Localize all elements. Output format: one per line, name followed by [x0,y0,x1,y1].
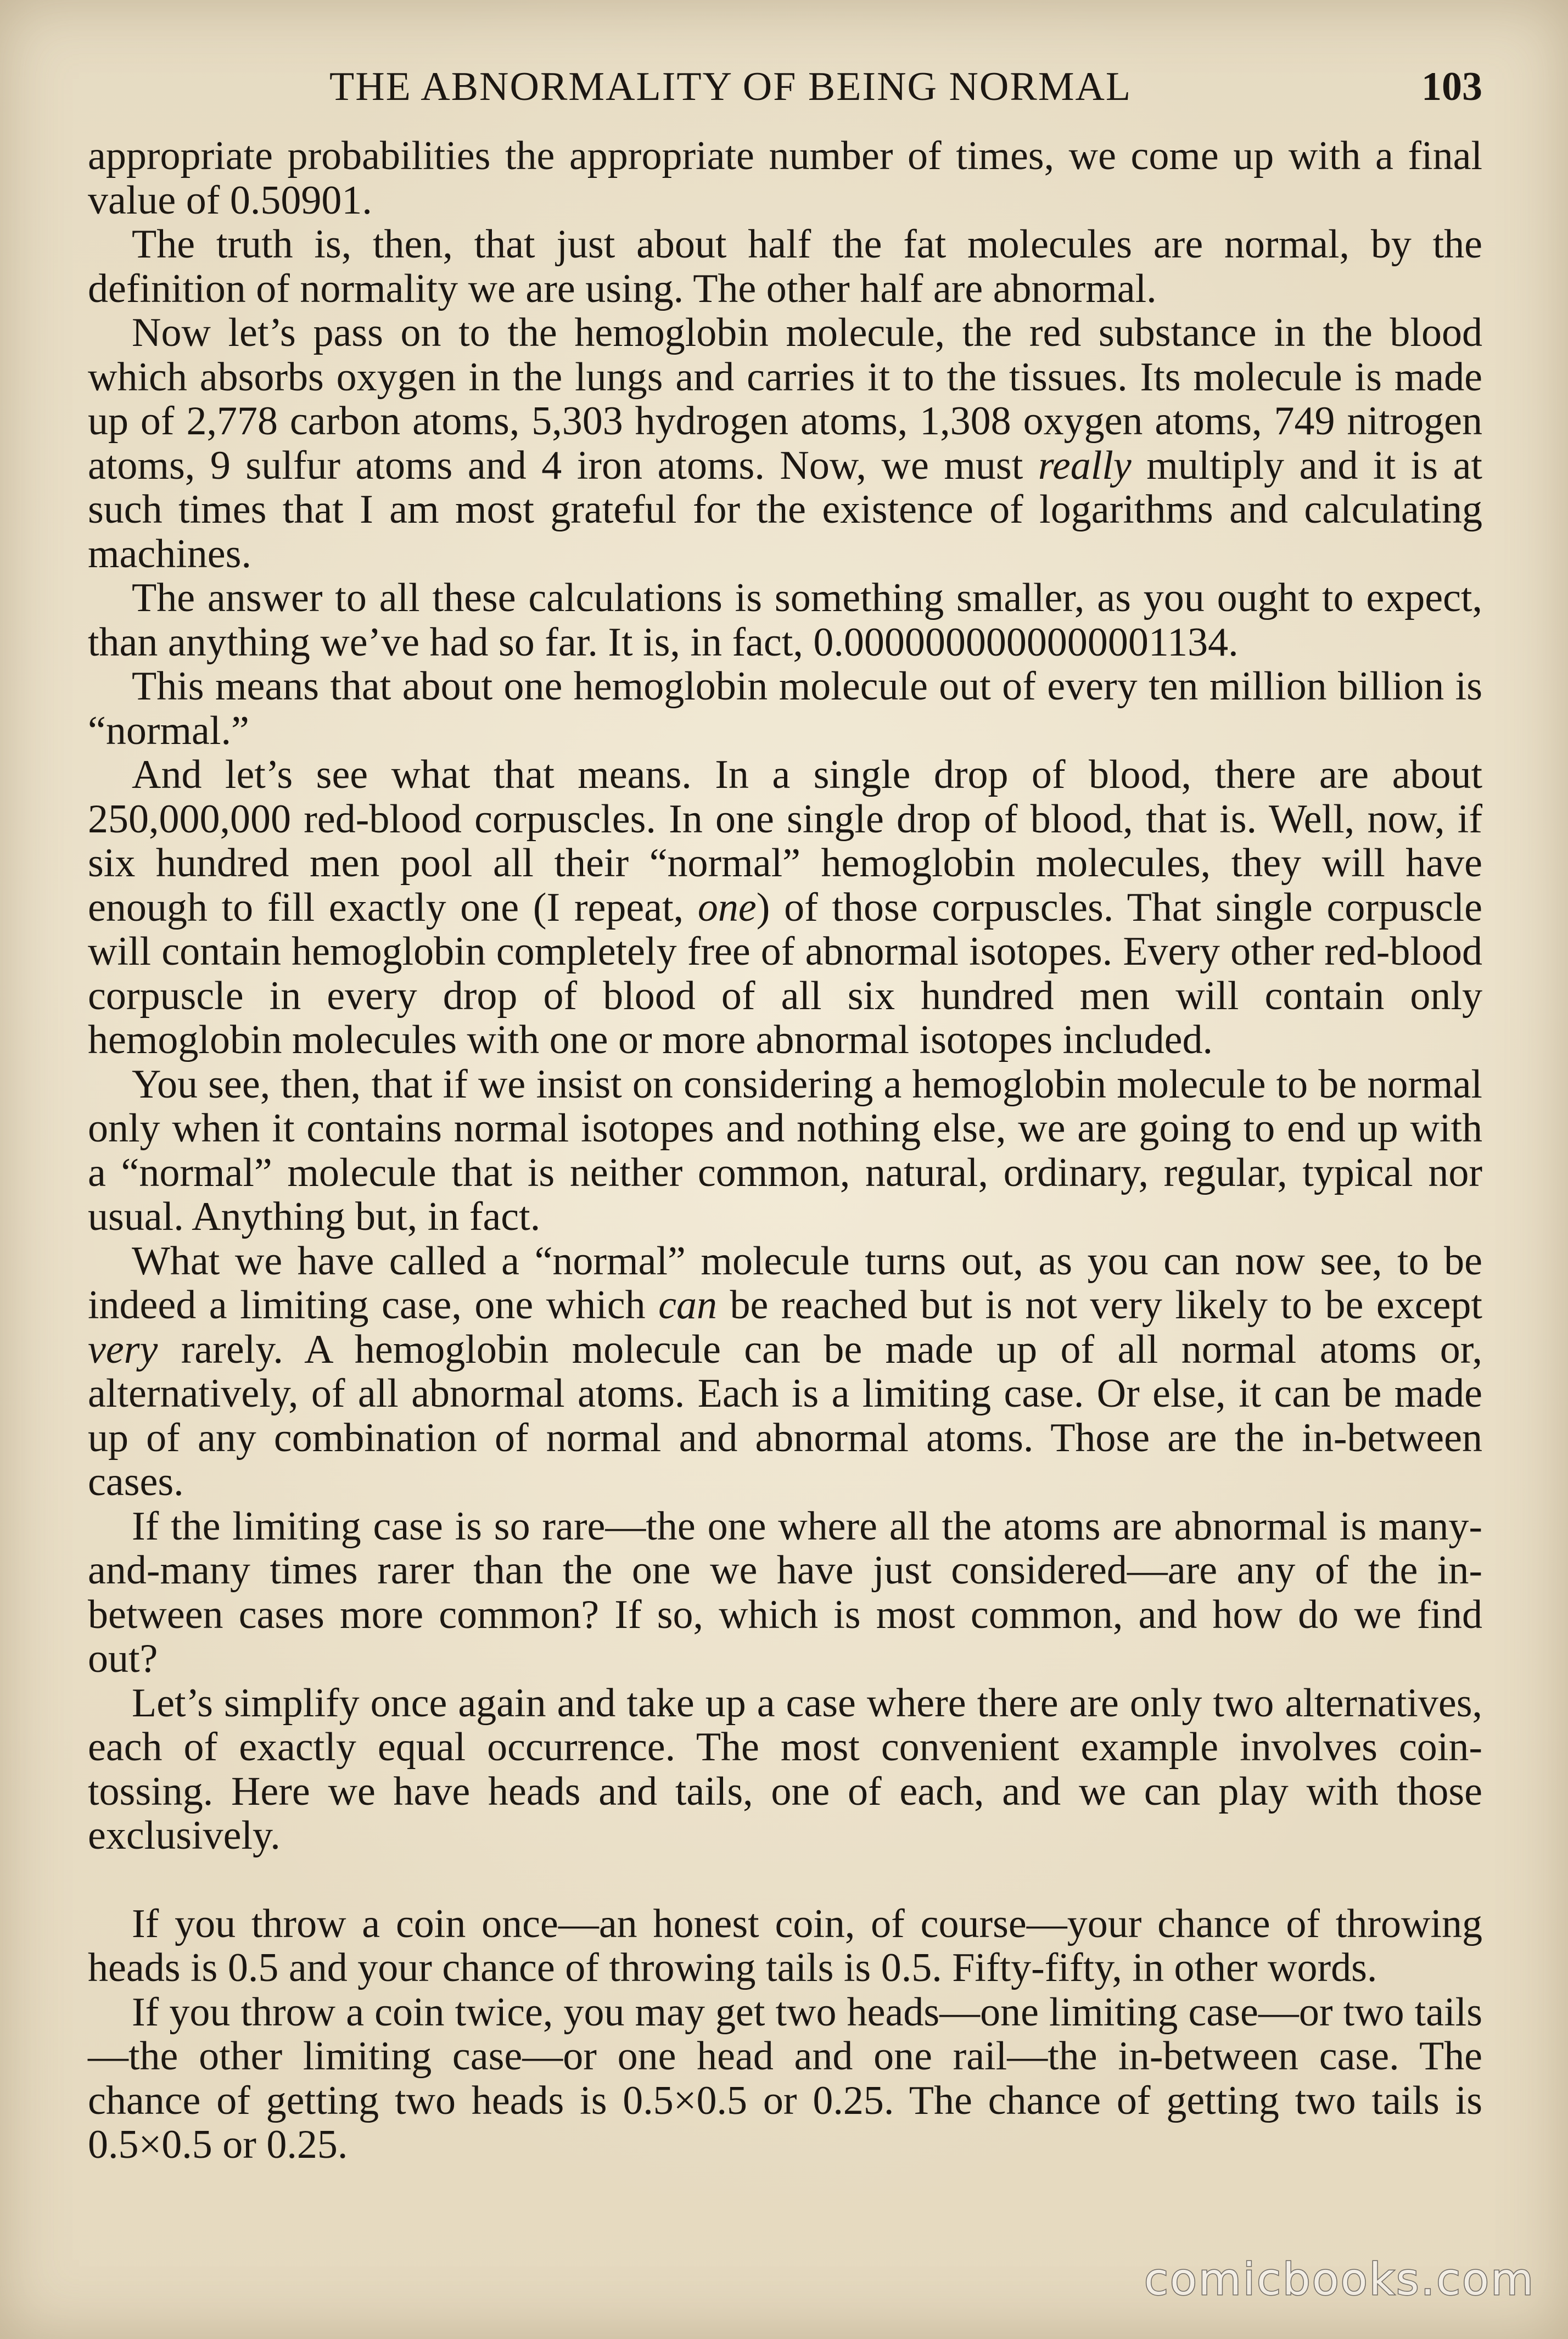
paragraph-3 [88,311,1482,576]
paragraph-8-emphasis-very: very [88,1327,158,1372]
paragraph-6 [88,753,1482,1062]
paragraph-8-text-c: rarely. A hemoglobin molecule can be made up of all normal atoms or, alternatively, of all abnormal atoms. Each is a limiting case. Or else, it can be made up of any combination of normal and abnormal atoms. Those are the in-between cases. [88,1327,1482,1504]
paragraph-3-text-b: multiply and it is at such times that I am most grateful for the existence of logarithms and calculating machines. [88,443,1482,577]
paragraph-3-text-a: Now let’s pass on to the hemoglobin molecule, the red substance in the blood which absorbs oxygen in the lungs and carries it to the tissues. Its molecule is made up of 2,778 carbon atoms, 5,303 hydrogen atoms, 1,308 oxygen atoms, 749 nitrogen atoms, 9 sulfur atoms and 4 iron atoms. Now, we must [88,310,1482,488]
paragraph-1 [88,134,1482,222]
paragraph-8-emphasis-can: can [658,1283,717,1328]
section-break [88,1858,1482,1902]
paragraph-6-text-a: And let’s see what that means. In a single drop of blood, there are about 250,000,000 red-blood corpuscles. In one single drop of blood, that is. Well, now, if six hundred men pool all their “normal” hemoglobin molecules, they will have enough to fill exactly one (I repeat, [88,752,1482,930]
paragraph-1-text: appropriate probabilities the appropriate number of times, we come up with a final value of 0.50901. [88,133,1482,223]
paragraph-7 [88,1062,1482,1239]
paragraph-5-text: This means that about one hemoglobin molecule out of every ten million billion is “normal.” [88,664,1482,753]
paragraph-6-text-b: ) of those corpuscles. That single corpuscle will contain hemoglobin completely free of abnormal isotopes. Every other red-blood corpuscle in every drop of blood of all six hundred men will contain only hemoglobin molecules with one or more abnormal isotopes included. [88,885,1483,1062]
paragraph-12 [88,1990,1482,2167]
paragraph-3-emphasis: really [1038,443,1132,488]
paragraph-8-text-b: be reached but is not very likely to be except [716,1283,1482,1328]
paragraph-10-text: Let’s simplify once again and take up a case where there are only two alternatives, each of exactly equal occurrence. The most convenient example involves coin-tossing. Here we have heads and tails, one of each, and we can play with those exclusively. [88,1680,1482,1858]
paragraph-8-text-a: What we have called a “normal” molecule turns out, as you can now see, to be indeed a limiting case, one which [88,1238,1482,1328]
running-head-title: THE ABNORMALITY OF BEING NORMAL [329,64,1132,109]
paragraph-12-text: If you throw a coin twice, you may get two heads—one limiting case—or two tails—the other limiting case—or one head and one rail—the in-between case. The chance of getting two heads is 0.5×0.5 or 0.25. The chance of getting two tails is 0.5×0.5 or 0.25. [88,1989,1482,2167]
paragraph-7-text: You see, then, that if we insist on considering a hemoglobin molecule to be normal only when it contains normal isotopes and nothing else, we are going to end up with a “normal” molecule that is neither common, natural, ordinary, regular, typical nor usual. Anything but, in fact. [88,1061,1482,1239]
paragraph-4-text: The answer to all these calculations is something smaller, as you ought to expect, than anything we’ve had so far. It is, in fact, 0.0000000000000001134. [88,575,1482,665]
paragraph-2-text: The truth is, then, that just about half the fat molecules are normal, by the definition of normality we are using. The other half are abnormal. [88,222,1482,311]
body-text [88,134,1482,2167]
paragraph-11 [88,1902,1482,1990]
paragraph-9-text: If the limiting case is so rare—the one where all the atoms are abnormal is many-and-many times rarer than the one we have just considered—are any of the in-between cases more common? If so, which is most common, and how do we find out? [88,1503,1482,1681]
watermark: comicbooks.com [1144,2254,1535,2305]
paragraph-5 [88,664,1482,753]
paragraph-8 [88,1239,1482,1504]
paragraph-9 [88,1504,1482,1681]
paragraph-4 [88,576,1482,664]
paragraph-2 [88,222,1482,311]
paragraph-11-text: If you throw a coin once—an honest coin, of course—your chance of throwing heads is 0.5 and your chance of throwing tails is 0.5. Fifty-fifty, in other words. [88,1901,1482,1990]
running-head [88,59,1482,114]
paragraph-10 [88,1681,1482,1858]
paragraph-6-emphasis: one [697,885,757,930]
page-number: 103 [1421,64,1482,109]
